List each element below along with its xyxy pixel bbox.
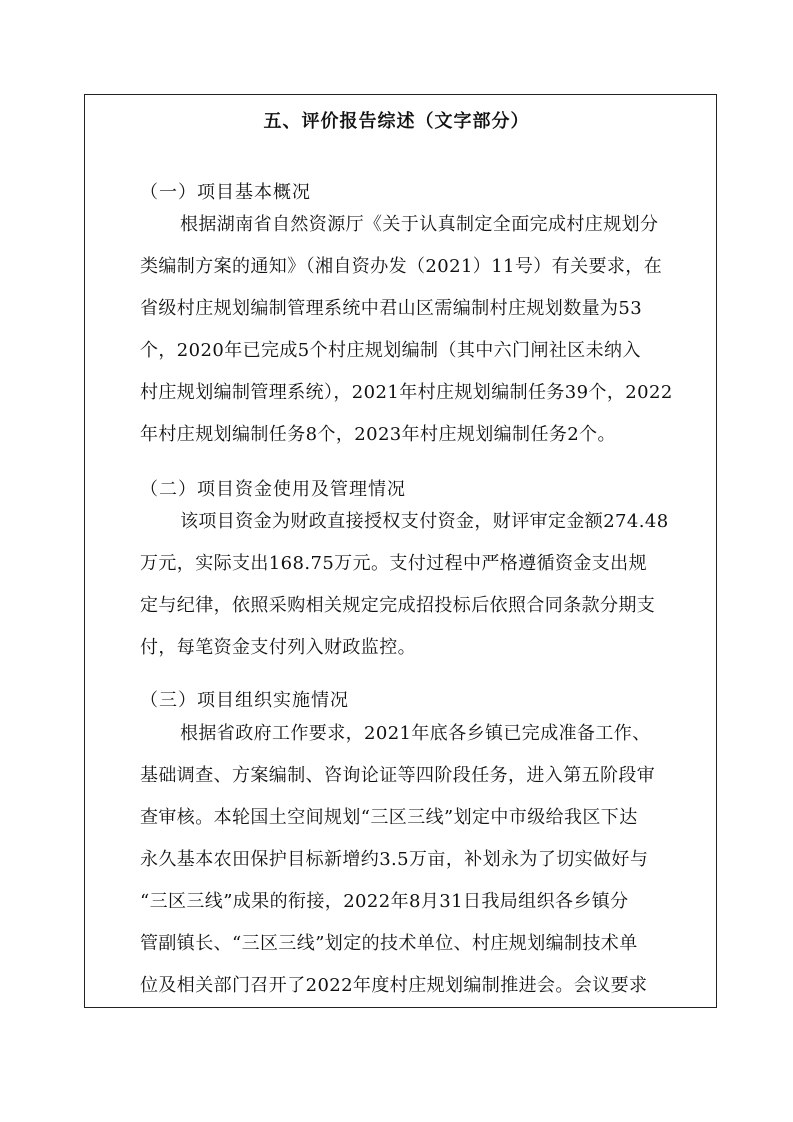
paragraph-line: “三区三线”成果的衔接，2022年8月31日我局组织各乡镇分 <box>140 891 629 912</box>
section-heading-1: （一）项目基本概况 <box>140 182 311 203</box>
paragraph-line: 管副镇长、“三区三线”划定的技术单位、村庄规划编制技术单 <box>140 933 638 954</box>
paragraph-line: 根据湖南省自然资源厅《关于认真制定全面完成村庄规划分 <box>180 214 659 235</box>
paragraph-line: 基础调查、方案编制、咨询论证等四阶段任务，进入第五阶段审 <box>140 765 656 786</box>
paragraph-line: 永久基本农田保护目标新增约3.5万亩，补划永为了切实做好与 <box>140 849 649 870</box>
paragraph-line: 类编制方案的通知》（湘自资办发（2021）11号）有关要求，在 <box>140 256 663 277</box>
section-heading-3: （三）项目组织实施情况 <box>140 690 349 711</box>
paragraph-line: 付，每笔资金支付列入财政监控。 <box>140 637 416 658</box>
paragraph-line: 该项目资金为财政直接授权支付资金，财评审定金额274.48 <box>180 511 669 532</box>
section-heading-2: （二）项目资金使用及管理情况 <box>140 479 406 500</box>
paragraph-line: 省级村庄规划编制管理系统中君山区需编制村庄规划数量为53 <box>140 298 643 319</box>
paragraph-line: 位及相关部门召开了2022年度村庄规划编制推进会。会议要求 <box>140 975 648 996</box>
paragraph-line: 村庄规划编制管理系统），2021年村庄规划编制任务39个，2022 <box>140 382 673 403</box>
paragraph-line: 定与纪律，依照采购相关规定完成招投标后依照合同条款分期支 <box>140 595 656 616</box>
paragraph-line: 根据省政府工作要求，2021年底各乡镇已完成准备工作、 <box>180 723 651 744</box>
paragraph-line: 年村庄规划编制任务8个，2023年村庄规划编制任务2个。 <box>140 424 616 445</box>
page-title: 五、评价报告综述（文字部分） <box>263 111 530 132</box>
paragraph-line: 查审核。本轮国土空间规划“三区三线”划定中市级给我区下达 <box>140 807 638 828</box>
paragraph-line: 个，2020年已完成5个村庄规划编制（其中六门闸社区未纳入 <box>140 340 641 361</box>
paragraph-line: 万元，实际支出168.75万元。支付过程中严格遵循资金支出规 <box>140 553 647 574</box>
